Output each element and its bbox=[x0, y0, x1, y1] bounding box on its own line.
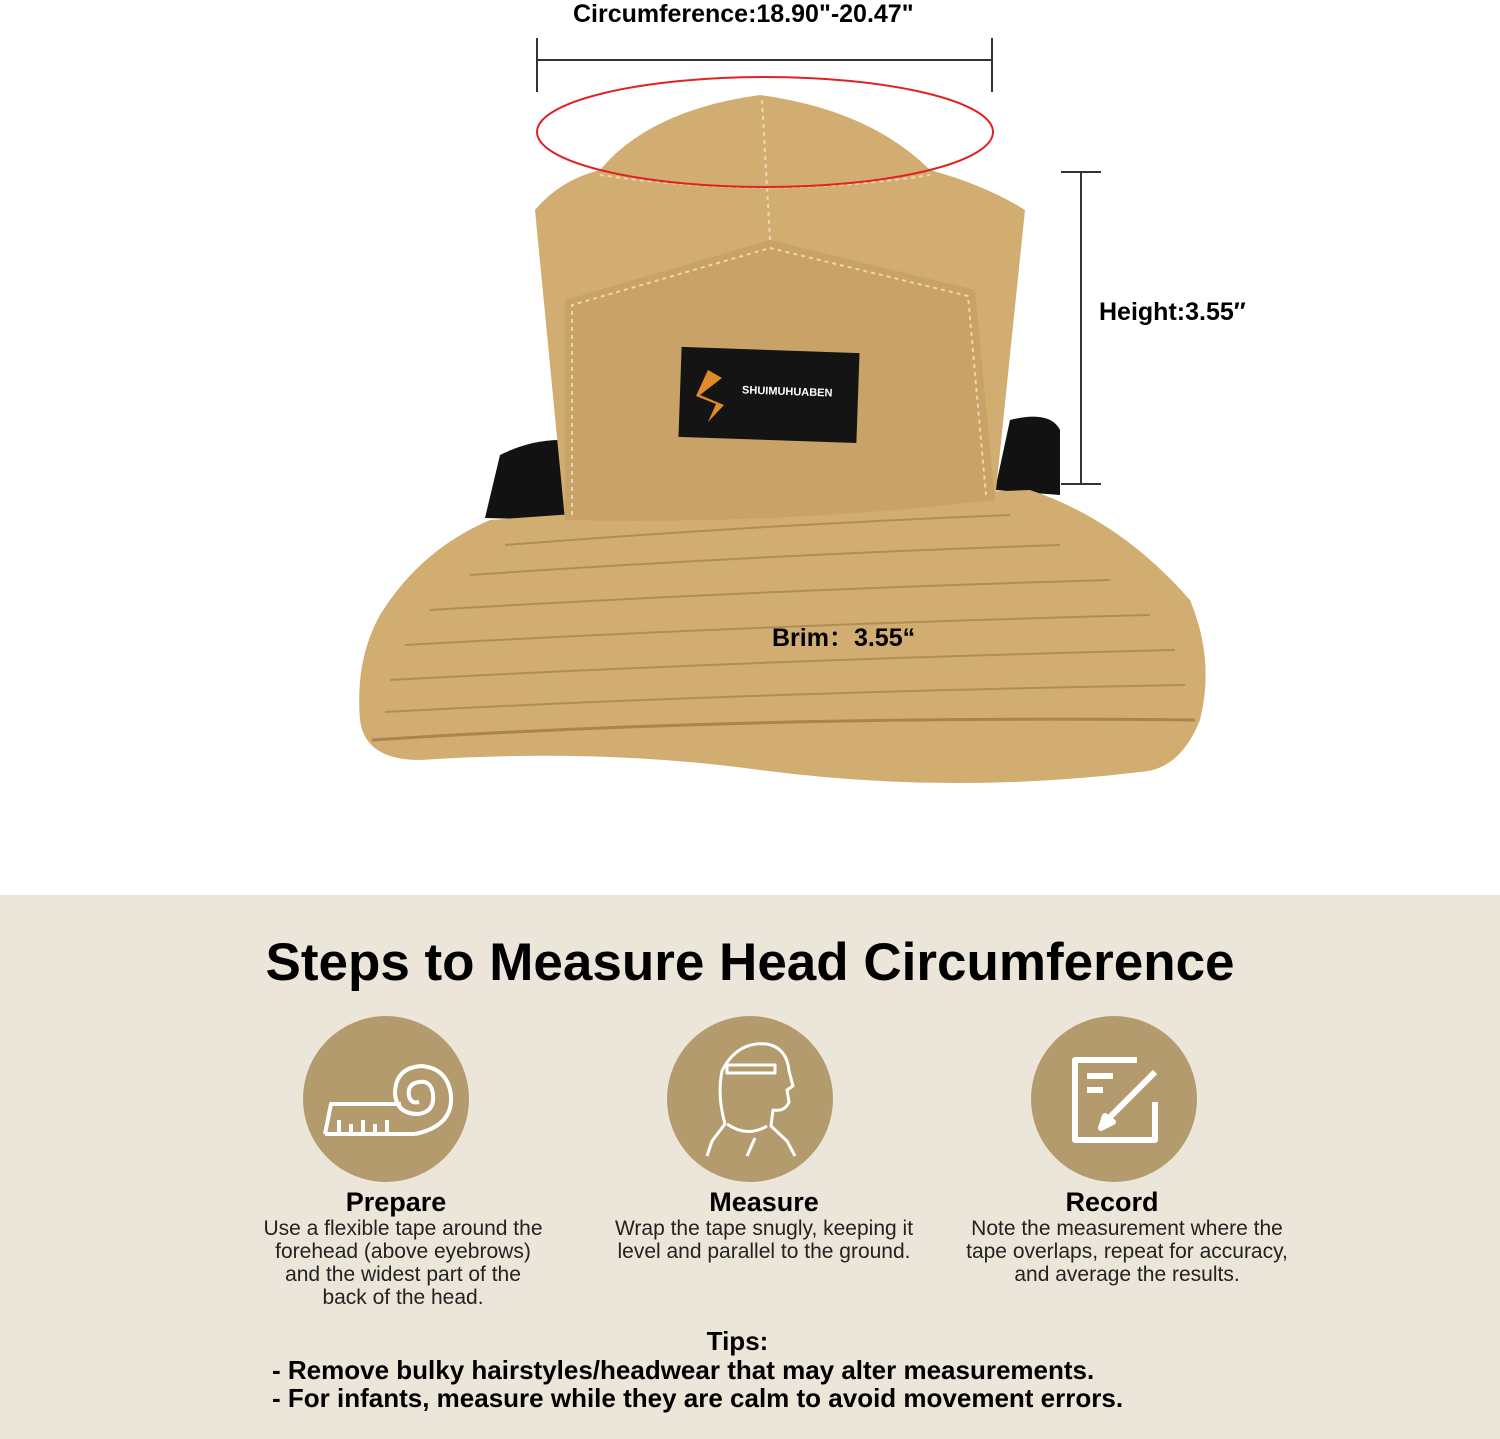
guide-title: Steps to Measure Head Circumference bbox=[265, 933, 1235, 992]
left-mesh-panel bbox=[485, 440, 565, 520]
desc-line: Note the measurement where the bbox=[971, 1217, 1283, 1240]
height-label: Height:3.55″ bbox=[1099, 298, 1246, 326]
desc-line: back of the head. bbox=[322, 1286, 484, 1309]
edit-note-icon bbox=[1031, 1016, 1197, 1182]
desc-line: Use a flexible tape around the bbox=[263, 1217, 543, 1240]
desc-line: level and parallel to the ground. bbox=[617, 1240, 911, 1263]
desc-line: and average the results. bbox=[1014, 1263, 1240, 1286]
brand-label-text: SHUIMUHUABEN bbox=[741, 384, 833, 400]
step-icon-measure bbox=[667, 1016, 833, 1182]
step-title-record: Record bbox=[1065, 1187, 1159, 1217]
head-measure-icon bbox=[667, 1016, 833, 1182]
tip-item: - For infants, measure while they are calm to avoid movement errors. bbox=[272, 1383, 1124, 1413]
brim-label: Brim：3.55“ bbox=[772, 624, 916, 652]
step-desc-prepare bbox=[236, 1217, 570, 1309]
step-title-measure: Measure bbox=[709, 1187, 819, 1217]
step-icon-prepare bbox=[303, 1016, 469, 1182]
tip-item: - Remove bulky hairstyles/headwear that may alter measurements. bbox=[272, 1355, 1095, 1385]
desc-line: forehead (above eyebrows) bbox=[275, 1240, 531, 1263]
step-desc-record bbox=[942, 1217, 1312, 1286]
desc-line: tape overlaps, repeat for accuracy, bbox=[966, 1240, 1288, 1263]
step-title-prepare: Prepare bbox=[345, 1187, 447, 1217]
step-desc-measure bbox=[594, 1217, 934, 1263]
tips-title: Tips: bbox=[706, 1326, 769, 1356]
desc-line: Wrap the tape snugly, keeping it bbox=[614, 1217, 914, 1240]
step-icon-record bbox=[1031, 1016, 1197, 1182]
circumference-label: Circumference:18.90"-20.47" bbox=[573, 0, 914, 28]
tape-roll-icon bbox=[303, 1016, 469, 1182]
right-mesh-panel bbox=[995, 417, 1060, 495]
desc-line: and the widest part of the bbox=[285, 1263, 521, 1286]
